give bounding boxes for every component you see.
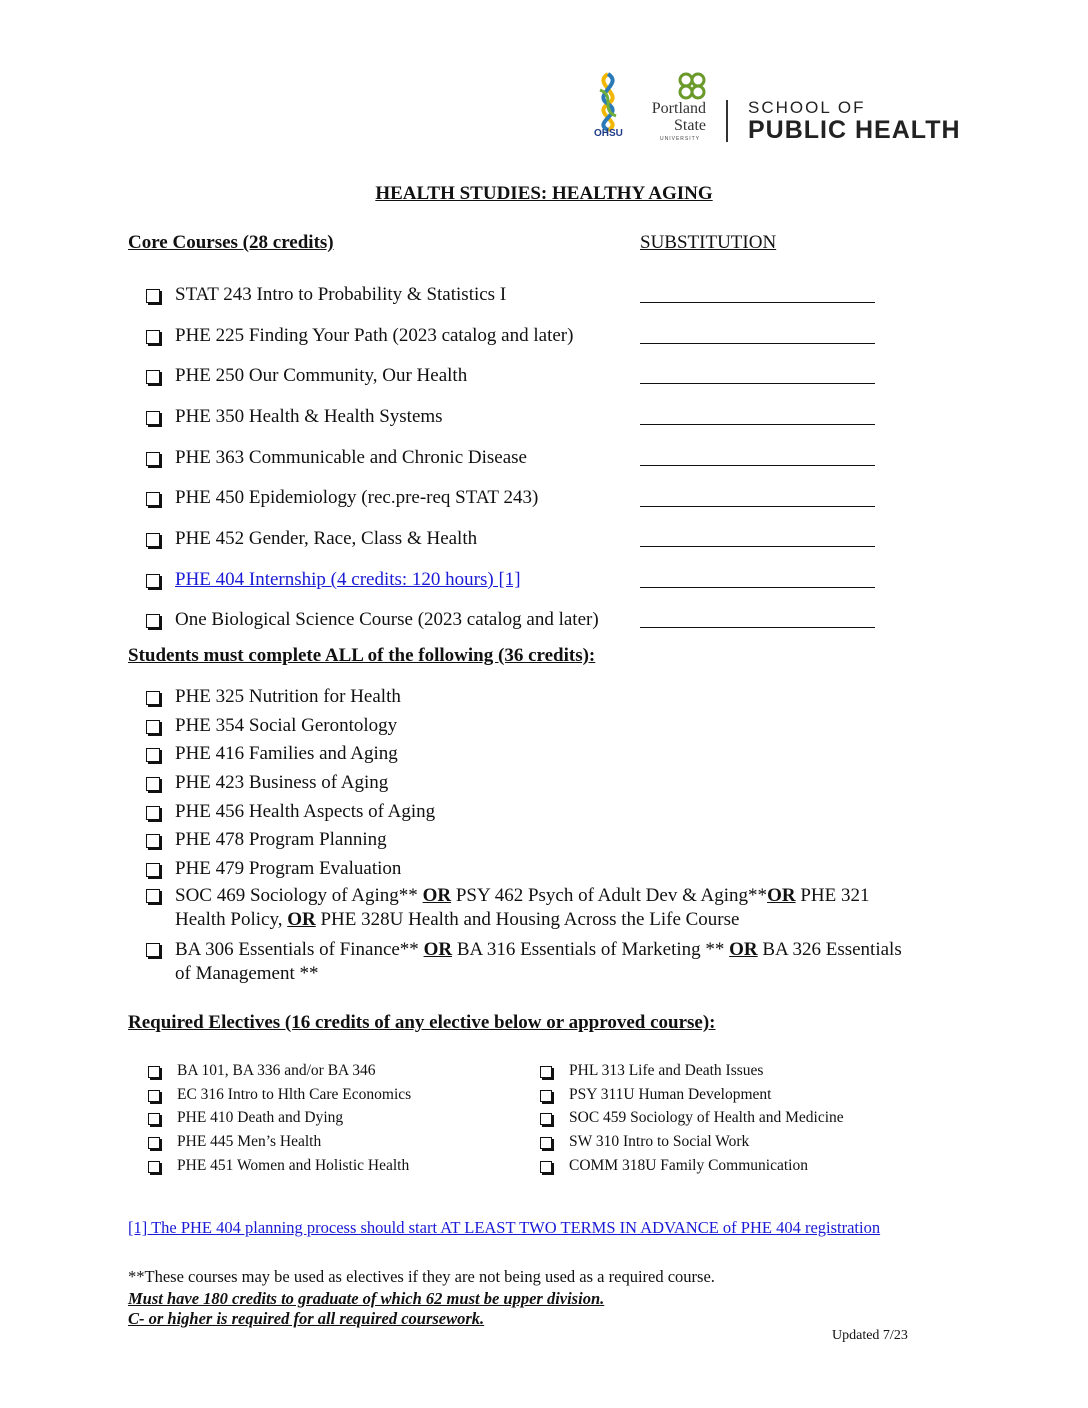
checkbox-icon[interactable] [146, 411, 160, 425]
core-item: STAT 243 Intro to Probability & Statistics I [146, 284, 506, 306]
checkbox-icon[interactable] [148, 1090, 160, 1102]
checkbox-icon[interactable] [146, 720, 160, 734]
checkbox-icon[interactable] [148, 1066, 160, 1078]
substitution-heading: SUBSTITUTION [640, 232, 777, 253]
school-of-label: SCHOOL OF [748, 98, 866, 117]
checkbox-icon[interactable] [540, 1161, 552, 1173]
checkbox-icon[interactable] [146, 691, 160, 705]
logo-divider [726, 100, 728, 142]
electives-heading: Required Electives (16 credits of any elective below or approved course): [128, 1012, 716, 1033]
elective-item: BA 101, BA 336 and/or BA 346 [148, 1062, 376, 1080]
core-courses-heading: Core Courses (28 credits) [128, 232, 334, 253]
checkbox-icon[interactable] [146, 889, 160, 903]
required-item: PHE 416 Families and Aging [146, 743, 398, 765]
required-item: PHE 479 Program Evaluation [146, 858, 401, 880]
checkbox-icon[interactable] [146, 533, 160, 547]
psu-university-label: UNIVERSITY [660, 136, 701, 142]
checkbox-icon[interactable] [540, 1090, 552, 1102]
elective-item: EC 316 Intro to Hlth Care Economics [148, 1086, 411, 1104]
credits-note: Must have 180 credits to graduate of which 62 must be upper division. [128, 1289, 605, 1308]
public-health-label: PUBLIC HEALTH [748, 116, 961, 144]
substitution-line[interactable] [640, 546, 875, 547]
checkbox-icon[interactable] [146, 370, 160, 384]
internship-link[interactable]: PHE 404 Internship (4 credits: 120 hours) [1] [175, 569, 521, 590]
core-item: PHE 250 Our Community, Our Health [146, 365, 467, 387]
page-title: HEALTH STUDIES: HEALTHY AGING [375, 183, 713, 204]
grade-note: C- or higher is required for all required coursework. [128, 1309, 485, 1328]
checkbox-icon[interactable] [146, 834, 160, 848]
required-item: PHE 423 Business of Aging [146, 772, 388, 794]
required-all-heading: Students must complete ALL of the following (36 credits): [128, 645, 596, 666]
checkbox-icon[interactable] [146, 452, 160, 466]
checkbox-icon[interactable] [540, 1113, 552, 1125]
checkbox-icon[interactable] [146, 748, 160, 762]
checkbox-icon[interactable] [540, 1137, 552, 1149]
required-item: PHE 456 Health Aspects of Aging [146, 801, 435, 823]
checkbox-icon[interactable] [146, 330, 160, 344]
elective-item: PHE 445 Men’s Health [148, 1133, 321, 1151]
elective-item: PSY 311U Human Development [540, 1086, 771, 1104]
required-item-ba-options: BA 306 Essentials of Finance** OR BA 316 Essentials of Marketing ** OR BA 326 Essentials of Management ** [146, 938, 902, 986]
required-item-soc-options: SOC 469 Sociology of Aging** OR PSY 462 Psych of Adult Dev & Aging**OR PHE 321 Health Policy, OR PHE 328U Health and Housing Across the Life Course [146, 884, 869, 932]
core-item: One Biological Science Course (2023 catalog and later) [146, 609, 599, 631]
ohsu-label: OHSU [594, 128, 623, 139]
substitution-line[interactable] [640, 506, 875, 507]
elective-item: PHE 451 Women and Holistic Health [148, 1157, 409, 1175]
checkbox-icon[interactable] [540, 1066, 552, 1078]
checkbox-icon[interactable] [146, 574, 160, 588]
checkbox-icon[interactable] [146, 289, 160, 303]
core-item: PHE 450 Epidemiology (rec.pre-req STAT 243) [146, 487, 538, 509]
substitution-line[interactable] [640, 302, 875, 303]
core-item: PHE 350 Health & Health Systems [146, 406, 443, 428]
core-item [146, 569, 521, 591]
elective-item: SW 310 Intro to Social Work [540, 1133, 749, 1151]
substitution-line[interactable] [640, 383, 875, 384]
substitution-line[interactable] [640, 587, 875, 588]
checkbox-icon[interactable] [146, 943, 160, 957]
psu-leaf-logo [676, 70, 708, 102]
checkbox-icon[interactable] [146, 806, 160, 820]
checkbox-icon[interactable] [148, 1113, 160, 1125]
footnote-link[interactable]: [1] The PHE 404 planning process should start AT LEAST TWO TERMS IN ADVANCE of PHE 404 registration [128, 1218, 881, 1237]
electives-note: **These courses may be used as electives if they are not being used as a required course. [128, 1267, 715, 1286]
core-item: PHE 225 Finding Your Path (2023 catalog and later) [146, 325, 573, 347]
core-item: PHE 363 Communicable and Chronic Disease [146, 447, 527, 469]
required-item: PHE 325 Nutrition for Health [146, 686, 401, 708]
checkbox-icon[interactable] [146, 614, 160, 628]
checkbox-icon[interactable] [146, 863, 160, 877]
elective-item: SOC 459 Sociology of Health and Medicine [540, 1109, 844, 1127]
core-item: PHE 452 Gender, Race, Class & Health [146, 528, 477, 550]
checkbox-icon[interactable] [148, 1161, 160, 1173]
substitution-line[interactable] [640, 627, 875, 628]
elective-item: PHE 410 Death and Dying [148, 1109, 343, 1127]
checkbox-icon[interactable] [146, 492, 160, 506]
required-item: PHE 478 Program Planning [146, 829, 387, 851]
checkbox-icon[interactable] [146, 777, 160, 791]
elective-item: PHL 313 Life and Death Issues [540, 1062, 763, 1080]
required-item: PHE 354 Social Gerontology [146, 715, 397, 737]
checkbox-icon[interactable] [148, 1137, 160, 1149]
psu-name: Portland State [651, 100, 706, 134]
updated-date: Updated 7/23 [832, 1328, 908, 1343]
substitution-line[interactable] [640, 465, 875, 466]
elective-item: COMM 318U Family Communication [540, 1157, 808, 1175]
substitution-line[interactable] [640, 424, 875, 425]
substitution-line[interactable] [640, 343, 875, 344]
